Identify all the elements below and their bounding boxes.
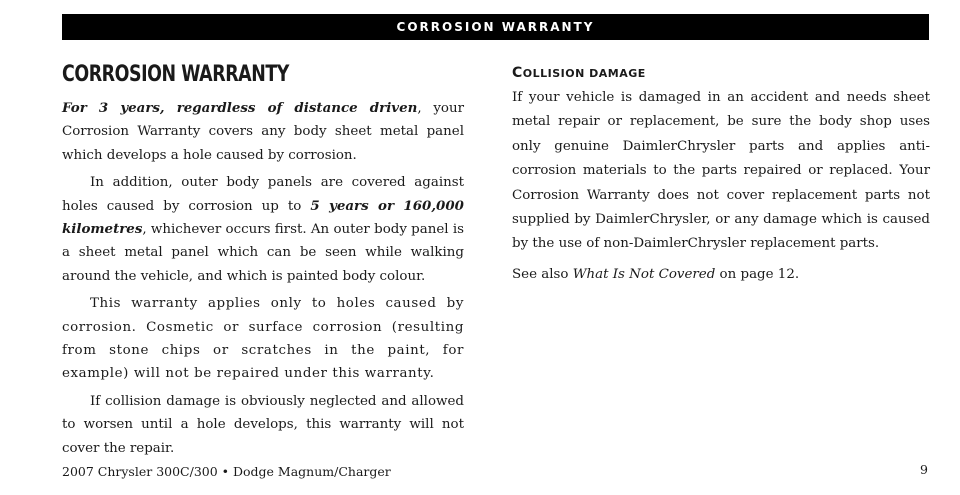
left-column — [62, 60, 464, 460]
see-also-line — [512, 263, 930, 286]
footer-vehicle: 2007 Chrysler 300C/300 • Dodge Magnum/Charger — [62, 464, 391, 479]
page-title: CORROSION WARRANTY — [62, 62, 289, 87]
subtitle-rest: OLLISION DAMAGE — [522, 67, 646, 80]
paragraph-2-part-b: , whichever occurs first. An outer body panel is a sheet metal panel which can be seen while walking around the vehicle, and which is painted body colour. — [62, 222, 464, 284]
see-also-suffix: on page 12. — [715, 266, 800, 282]
paragraph-1-rest: , your Corrosion Warranty covers any body sheet metal panel which develops a hole caused by corrosion. — [62, 101, 464, 163]
paragraph-4: If collision damage is obviously neglected and allowed to worsen until a hole develops, this warranty will not cover the repair. — [62, 393, 464, 456]
paragraph-1 — [62, 97, 464, 167]
paragraph-2-part-a: In addition, outer body panels are covered against holes caused by corrosion up to — [62, 175, 464, 214]
see-also-reference: What Is Not Covered — [572, 266, 716, 282]
page-number: 9 — [920, 462, 928, 477]
paragraph-2 — [62, 171, 464, 288]
section-banner: CORROSION WARRANTY — [62, 14, 929, 40]
see-also-prefix: See also — [512, 266, 573, 282]
collision-paragraph: If your vehicle is damaged in an accident and needs sheet metal repair or replacement, be sure the body shop uses only genuine DaimlerChrysler parts and applies anti-corrosion materials to the parts repaired or replaced. Your Corrosion Warranty does not cover replacement parts not supplied by DaimlerChrysler, or any damage which is caused by the use of non-DaimlerChrysler replacement parts. — [512, 90, 930, 252]
right-column — [512, 60, 930, 286]
section-subtitle — [512, 64, 930, 82]
paragraph-2-emphasis: 5 years or 160,000 kilometres — [62, 197, 464, 238]
paragraph-1-lead: For 3 years, regardless of distance driven — [62, 100, 418, 116]
paragraph-3: This warranty applies only to holes caused by corrosion. Cosmetic or surface corrosion (resulting from stone chips or scratches in the paint, for example) will not be repaired under this warranty. — [62, 296, 464, 382]
subtitle-initial: C — [512, 65, 523, 81]
